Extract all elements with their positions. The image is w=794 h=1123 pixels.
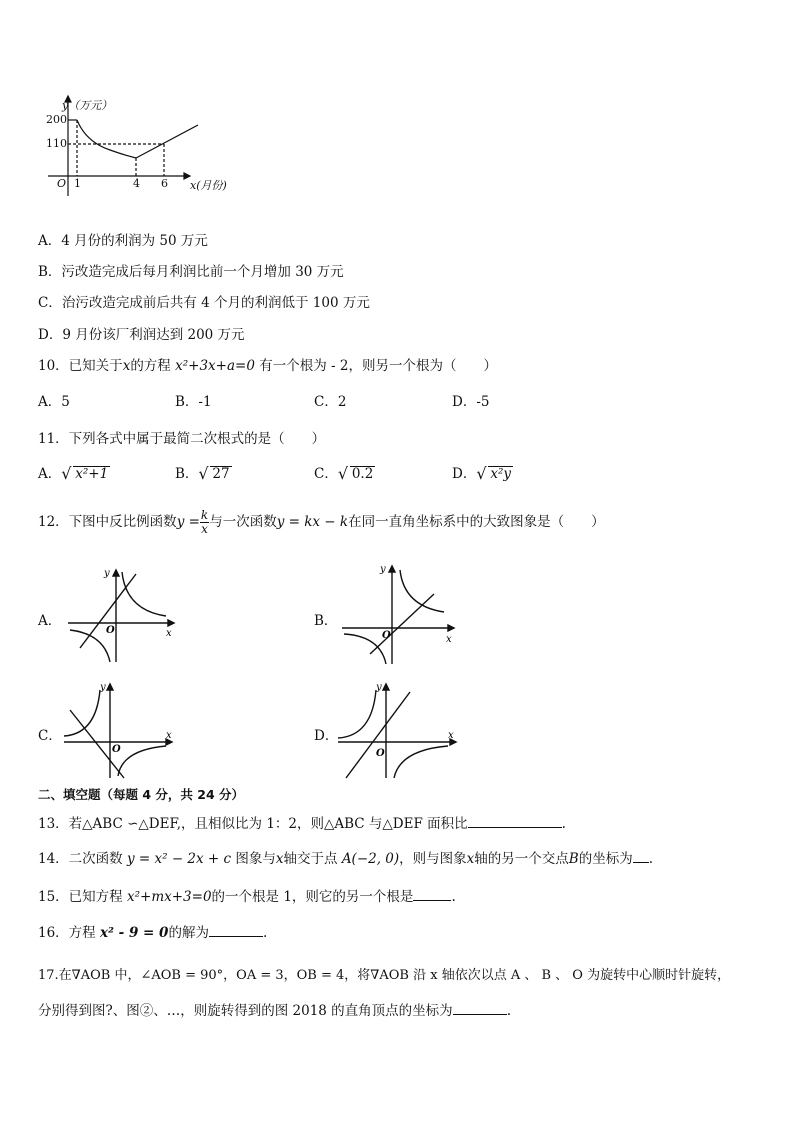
q12-frac-den: x — [201, 522, 208, 536]
q14-x1: x — [275, 851, 284, 867]
q12-prefix: 12．下图中反比例函数 — [38, 514, 177, 530]
q15-blank[interactable] — [413, 886, 451, 901]
q15-end: . — [451, 889, 456, 905]
q13-text: 13．若△ABC ∽△DEF,，且相似比为 1：2，则△ABC 与△DEF 面积比 — [38, 816, 468, 832]
q12-a-origin: O — [106, 625, 115, 636]
q14-x2: x — [466, 851, 475, 867]
q9-option-d: D．9 月份该厂利润达到 200 万元 — [38, 327, 245, 343]
q17-line2-text: 分别得到图?、图②、…，则旋转得到的图 2018 的直角顶点的坐标为 — [38, 1003, 453, 1019]
q14-b: B — [568, 851, 579, 867]
q11-stem: 11．下列各式中属于最简二次根式的是（ ） — [38, 431, 326, 447]
q10-equation: x²+3x+a=0 — [175, 358, 255, 374]
q11-a-radicand: x²+1 — [75, 466, 109, 482]
q14-a: 14．二次函数 — [38, 851, 123, 867]
q14-end: . — [648, 851, 654, 867]
q10-e: 有一个根为 - 2，则另一个根为（ ） — [259, 358, 497, 374]
q14-func: y = x² − 2x + c — [126, 851, 232, 867]
q11-b-label: B． — [175, 466, 199, 482]
q14-c: 图象与 — [235, 851, 276, 867]
q12-graph-a — [66, 566, 178, 666]
q13-blank[interactable] — [468, 813, 562, 828]
q17-blank[interactable] — [453, 1000, 507, 1015]
q12-graph-d-label: D． — [314, 728, 339, 744]
q10-option-c: C．2 — [314, 394, 347, 410]
chart-y-tick-200: 200 — [46, 113, 67, 126]
q17-line2 — [38, 999, 511, 1019]
q12-graph-b-label: B． — [314, 613, 338, 629]
q11-d-label: D． — [452, 466, 477, 482]
q10-a: 10．已知关于 — [38, 358, 123, 374]
q11-c-radicand: 0.2 — [351, 466, 374, 482]
q16-a: 16．方程 — [38, 925, 96, 941]
q11-option-d: D． √ x²y — [452, 464, 511, 483]
chart-x-tick-6: 6 — [161, 177, 168, 190]
chart-origin: O — [57, 177, 67, 190]
q17-end: . — [506, 1003, 511, 1019]
q14-k: 的坐标为 — [578, 851, 633, 867]
q12-d-axis-x: x — [448, 730, 454, 741]
q11-b-radicand: 27 — [212, 466, 230, 482]
q12-graph-c — [62, 680, 178, 780]
q12-a-axis-y: y — [104, 568, 110, 579]
q9-option-a: A．4 月份的利润为 50 万元 — [38, 233, 208, 249]
q12-graph-b — [340, 562, 460, 666]
q11-option-b: B． √ 27 — [175, 464, 230, 483]
chart-y-label: y（万元） — [62, 99, 113, 112]
q12-c-axis-y: y — [100, 682, 106, 693]
q13-end: . — [561, 816, 566, 832]
q14-point: A(−2, 0) — [341, 851, 400, 867]
q10-stem — [38, 354, 497, 374]
q12-b-origin: O — [382, 630, 391, 641]
q10-option-a: A．5 — [38, 394, 70, 410]
q10-x: x — [122, 358, 131, 374]
q12-mid: 与一次函数 — [209, 514, 277, 530]
q16-end: . — [262, 925, 268, 941]
q12-frac-num: k — [200, 508, 209, 522]
q11-a-label: A． — [38, 466, 62, 482]
q12-b-axis-x: x — [446, 634, 452, 645]
q12-d-axis-y: y — [376, 682, 382, 693]
section2-title: 二、填空题（每题 4 分，共 24 分） — [38, 787, 245, 802]
q15-c: 的一个根是 1，则它的另一个根是 — [211, 889, 414, 905]
q14-blank[interactable] — [633, 848, 649, 863]
q12-c-axis-x: x — [166, 730, 172, 741]
q12-suffix: 在同一直角坐标系中的大致图象是（ ） — [348, 514, 605, 530]
q16-eq: x² - 9 = 0 — [99, 925, 169, 941]
q10-c: 的方程 — [130, 358, 171, 374]
q15-eq: x²+mx+3=0 — [126, 889, 212, 905]
q12-func2: y = kx − k — [276, 514, 349, 530]
q11-option-c: C． √ 0.2 — [314, 464, 374, 483]
q9-option-c: C．治污改造完成前后共有 4 个月的利润低于 100 万元 — [38, 295, 370, 311]
q12-d-origin: O — [376, 748, 385, 759]
chart-x-label: x(月份) — [190, 179, 227, 192]
q12-graph-c-label: C． — [38, 728, 62, 744]
q16-blank[interactable] — [209, 922, 263, 937]
q16 — [38, 921, 267, 941]
q14-e: 轴交于点 — [283, 851, 338, 867]
chart-curve-before — [77, 120, 136, 158]
q17-line1: 17.在∇AOB 中，∠AOB = 90°，OA = 3，OB = 4，将∇AOB 沿 x 轴依次以点 A 、 B 、 O 为旋转中心顺时针旋转， — [38, 968, 731, 983]
q14 — [38, 847, 653, 867]
q9-option-b: B．污改造完成后每月利润比前一个月增加 30 万元 — [38, 264, 344, 280]
chart-line-after — [136, 125, 198, 158]
q12-stem — [38, 508, 605, 536]
q12-graph-d — [336, 680, 462, 780]
q12-a-axis-x: x — [166, 628, 172, 639]
q10-option-b: B．-1 — [175, 394, 212, 410]
q12-fraction — [200, 509, 209, 536]
chart-x-tick-4: 4 — [133, 177, 140, 190]
q10-option-d: D．-5 — [452, 394, 490, 410]
chart-y-tick-110: 110 — [46, 137, 67, 150]
chart-x-tick-1: 1 — [74, 177, 81, 190]
q12-c-origin: O — [112, 744, 121, 755]
q14-i: 轴的另一个交点 — [474, 851, 569, 867]
q15-a: 15．已知方程 — [38, 889, 123, 905]
q16-c: 的解为 — [168, 925, 209, 941]
q13 — [38, 812, 566, 832]
q11-d-radicand: x²y — [490, 466, 511, 482]
q12-func1: y = — [176, 514, 200, 530]
q12-b-axis-y: y — [380, 564, 386, 575]
q15 — [38, 885, 456, 905]
q11-c-label: C． — [314, 466, 338, 482]
q12-graph-a-label: A． — [38, 613, 62, 629]
q14-g: ，则与图象 — [399, 851, 467, 867]
q11-option-a: A． √ x²+1 — [38, 464, 109, 483]
